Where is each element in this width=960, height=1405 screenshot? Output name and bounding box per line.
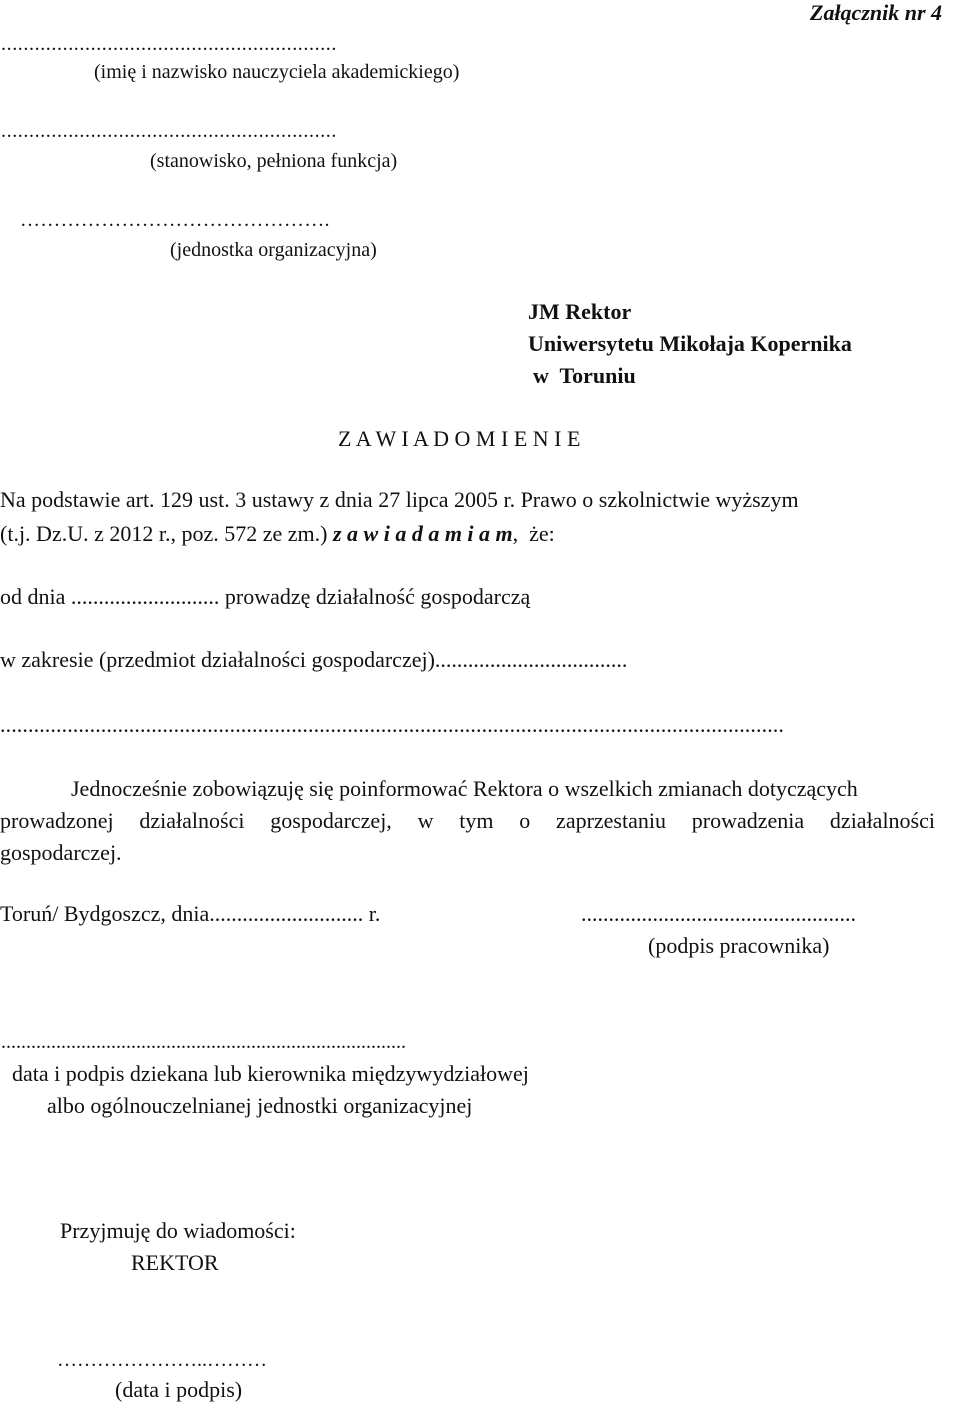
commitment-line2: prowadzonej działalności gospodarczej, w tym o zaprzestaniu prowadzenia działalności (0, 808, 935, 833)
business-scope: w zakresie (przedmiot działalności gospodarczej)................................... (0, 647, 628, 672)
addressee-city: w Toruniu (533, 363, 636, 388)
addressee-rector: JM Rektor (528, 299, 632, 324)
document-title: Z A W I A D O M I E N I E (338, 426, 581, 451)
dean-caption-line2: albo ogólnouczelnianej jednostki organizacyjnej (47, 1093, 473, 1118)
legal-basis-line1: Na podstawie art. 129 ust. 3 ustawy z dnia 27 lipca 2005 r. Prawo o szkolnictwie wyższym (0, 487, 799, 512)
employee-signature-caption: (podpis pracownika) (648, 933, 830, 958)
commitment-line1: Jednocześnie zobowiązuję się poinformować Rektora o wszelkich zmianach dotyczących (71, 776, 858, 801)
dean-caption-line1: data i podpis dziekana lub kierownika międzywydziałowej (12, 1061, 529, 1086)
acknowledgement: Przyjmuję do wiadomości: (60, 1218, 296, 1243)
position-caption: (stanowisko, pełniona funkcja) (150, 150, 398, 172)
name-caption: (imię i nazwisko nauczyciela akademickiego) (94, 61, 460, 83)
legal-basis-citation: (t.j. Dz.U. z 2012 r., poz. 572 ze zm.) (0, 521, 328, 546)
legal-basis-line2 (0, 523, 555, 545)
unit-caption: (jednostka organizacyjna) (170, 239, 377, 261)
business-start-date: od dnia ........................... prowadzę działalność gospodarczą (0, 584, 531, 609)
commitment-line3: gospodarczej. (0, 840, 122, 865)
addressee-university: Uniwersytetu Mikołaja Kopernika (528, 331, 852, 356)
rector-title: REKTOR (131, 1250, 219, 1275)
unit-dots: ………………………………………. (20, 209, 330, 231)
dean-signature-dots: ................................................................................. (1, 1031, 406, 1053)
place-and-date: Toruń/ Bydgoszcz, dnia............................ r. (0, 901, 381, 926)
business-scope-continuation: ............................................................................................................................................ (0, 712, 784, 737)
legal-basis-ending: , że: (512, 521, 555, 546)
annex-label: Załącznik nr 4 (810, 0, 943, 25)
position-dots: ............................................................ (1, 120, 337, 142)
rector-signature-caption: (data i podpis) (115, 1377, 243, 1402)
name-dots: ............................................................ (1, 33, 337, 55)
notify-word: z a w i a d a m i a m (332, 521, 513, 546)
employee-signature-dots: .................................................. (581, 901, 856, 926)
rector-signature-dots: …………………..……… (57, 1349, 267, 1371)
